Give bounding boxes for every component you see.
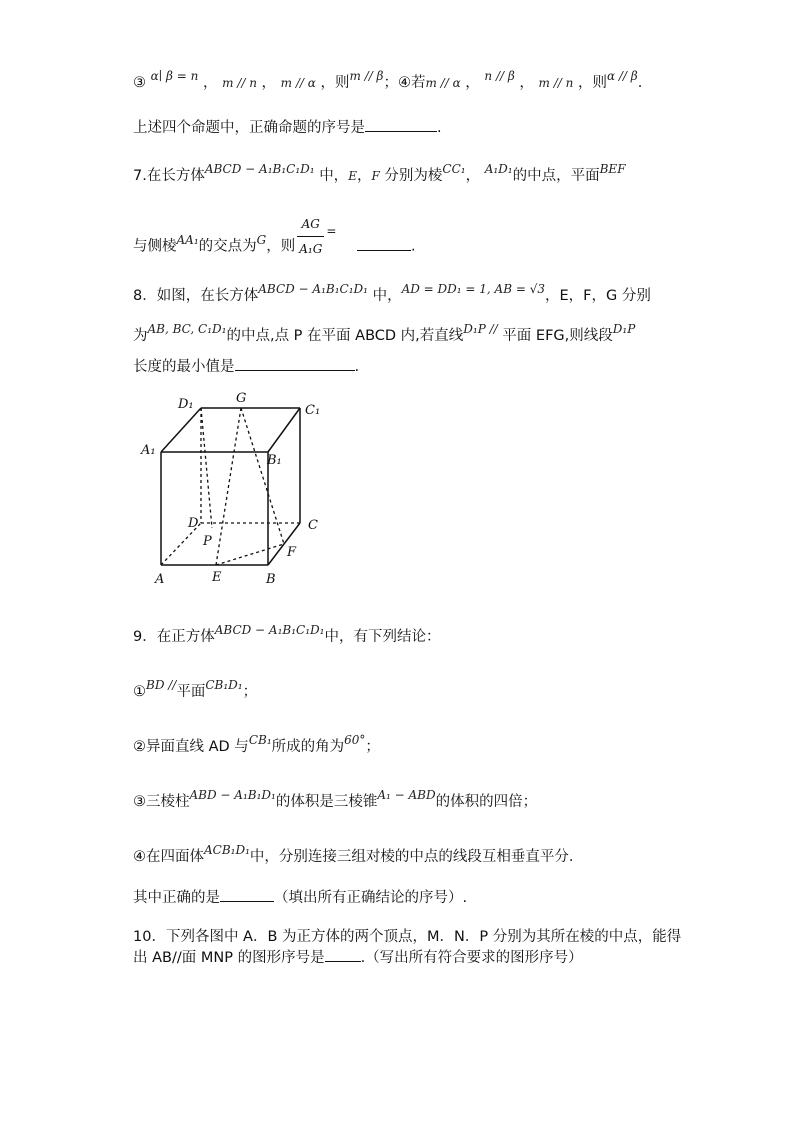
label-C1: C₁	[305, 403, 321, 418]
math-expr: AA₁	[176, 232, 199, 247]
label-G: G	[236, 391, 247, 406]
q9-answer: 其中正确的是 （填出所有正确结论的序号）.	[133, 887, 467, 908]
label-D: D	[188, 516, 199, 531]
math-expr: A₁D₁	[484, 162, 513, 176]
math-expr: E	[348, 169, 357, 183]
math-expr: BD //	[146, 678, 177, 692]
math-expr: ABCD − A₁B₁C₁D₁	[214, 623, 325, 637]
math-expr: 60°	[344, 733, 366, 747]
math-expr: BEF	[599, 162, 626, 176]
math-expr: G	[256, 232, 267, 247]
math-expr: CB₁D₁	[205, 678, 243, 692]
math-expr: α // β	[606, 69, 638, 83]
math-expr: A₁ − ABD	[377, 788, 436, 802]
q6-question: 上述四个命题中，正确命题的序号是 .	[133, 117, 442, 138]
math-expr: AD = DD₁ = 1, AB = √3	[401, 282, 545, 296]
label-C: C	[308, 518, 318, 533]
q9-statement-4: ④在四面体$^{ACB_1D_1}$中，分别连接三组对棱的中点的线段互相垂直平分.	[133, 843, 574, 865]
label-B1: B₁	[267, 453, 282, 468]
label-P: P	[203, 534, 212, 549]
label-A: A	[155, 572, 165, 587]
label-D1: D₁	[178, 397, 194, 412]
q9-statement-1: ①$^{BD //}$平面$^{CB_1D_1}$；	[133, 678, 258, 700]
answer-blank	[220, 887, 274, 902]
q10-line1: 10．下列各图中 A．B 为正方体的两个顶点，M．N．P 分别为其所在棱的中点，能得	[133, 929, 682, 945]
math-expr: α∣ β = n	[150, 69, 199, 83]
math-expr: m // α	[425, 76, 461, 90]
math-expr: ABCD − A₁B₁C₁D₁	[204, 162, 315, 176]
answer-blank	[357, 236, 411, 251]
label-A1: A₁	[141, 443, 156, 458]
math-expr: n // β	[484, 69, 515, 83]
math-expr: CB₁	[248, 733, 272, 747]
math-expr: D₁P //	[463, 322, 498, 336]
q10-line2: 出 AB//面 MNP 的图形序号是 .（写出所有符合要求的图形序号）	[133, 947, 583, 968]
q8-line3: 长度的最小值是 .	[133, 356, 359, 377]
label-E: E	[212, 570, 222, 585]
q9-statement-3: ③三棱柱$^{ABD - A_1B_1D_1}$的体积是三棱锥$^{A_1 - ABD}$的体积的四倍；	[133, 788, 538, 810]
math-expr: m // n	[222, 76, 257, 90]
math-expr: CC₁	[442, 162, 466, 176]
q7-line2: 与侧棱$^{AA_1}$的交点为$^G$，则 $\frac{AG}{\text{A₁G}}$ = .	[133, 222, 416, 271]
math-expr: ACB₁D₁	[204, 843, 250, 857]
q8-line2: 为$^{AB, BC, C_1D_1}$的中点,点 P 在平面 ABCD 内,若直线$^{D_1P //}$ 平面 EFG,则线段$^{D_1P}$	[133, 322, 636, 344]
answer-blank	[365, 117, 437, 132]
math-expr: m // α	[280, 76, 316, 90]
math-expr: F	[371, 169, 380, 183]
answer-blank	[235, 356, 355, 371]
q9-line1: 9．在正方体$^{ABCD - A_1B_1C_1D_1}$中，有下列结论：	[133, 623, 441, 645]
q7-line1: 7.在长方体$^{ABCD - A_1B_1C_1D_1}$ 中，E，F 分别为棱$^{CC_1}$， $^{A_1D_1}$的中点，平面$^{BEF}$	[133, 162, 626, 184]
label-F: F	[287, 545, 297, 560]
fraction: $\frac{AG}{\text{A₁G}}$	[297, 212, 324, 261]
q9-statement-2: ②异面直线 AD 与$^{CB_1}$所成的角为$^{60^\circ}$；	[133, 733, 380, 755]
cuboid-figure	[128, 390, 338, 590]
math-expr: ABD − A₁B₁D₁	[189, 788, 276, 802]
math-expr: m // β	[349, 69, 384, 83]
math-expr: D₁P	[612, 322, 636, 336]
label-B: B	[266, 572, 276, 587]
math-expr: m // n	[538, 76, 574, 90]
math-expr: AB, BC, C₁D₁	[147, 322, 227, 336]
q6-statement-3-4: ③ $^{\alpha∣ \beta = n}$ ， m // n ， m // α ，则$^{m // \beta}$；④若m // α ， $^{n // \beta}$ ， m // n ，则$^{\alpha // \beta}$.	[133, 69, 643, 91]
answer-blank	[325, 947, 361, 962]
q8-line1: 8．如图，在长方体$^{ABCD - A_1B_1C_1D_1}$ 中，$^{AD = DD_1 = 1, AB = √3}$，E，F，G 分别	[133, 282, 651, 304]
math-expr: ABCD − A₁B₁C₁D₁	[258, 282, 368, 296]
